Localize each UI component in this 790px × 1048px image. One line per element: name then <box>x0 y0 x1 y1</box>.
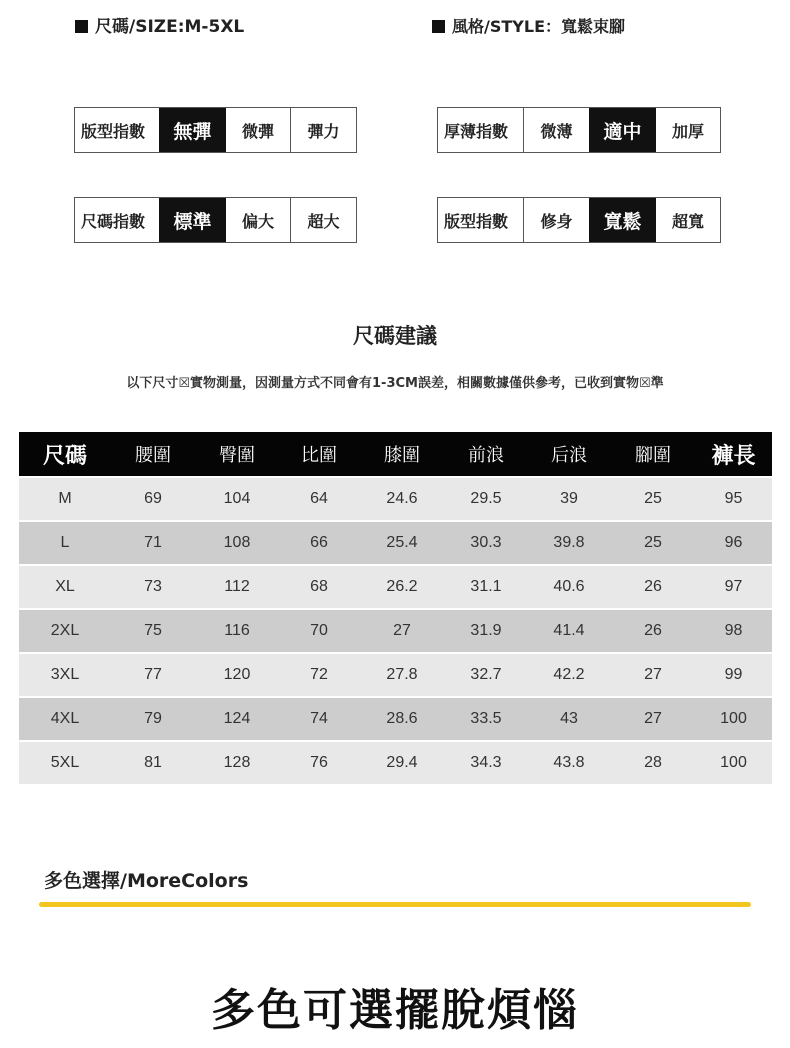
table-row <box>19 522 772 564</box>
table-cell: 39 <box>560 490 578 507</box>
table-cell: 31.1 <box>470 578 502 595</box>
table-cell: 29.5 <box>470 490 502 507</box>
index-option: 超大 <box>307 211 340 231</box>
table-cell: 100 <box>720 710 747 727</box>
table-cell: 26.2 <box>386 578 418 595</box>
fit-index <box>437 197 721 243</box>
column-header: 腳圍 <box>635 445 671 466</box>
table-cell: 77 <box>144 666 162 683</box>
table-cell: M <box>58 490 72 507</box>
size-table <box>19 432 772 784</box>
table-cell: 68 <box>310 578 328 595</box>
square-bullet-icon <box>75 20 88 33</box>
table-cell: 70 <box>310 622 328 639</box>
column-header: 后浪 <box>551 445 587 466</box>
table-cell: 34.3 <box>470 754 502 771</box>
table-cell: 31.9 <box>470 622 502 639</box>
more-colors-label: 多色選擇/MoreColors <box>44 870 249 892</box>
table-cell: 4XL <box>50 710 80 727</box>
table-cell: 66 <box>310 534 328 551</box>
table-cell: 95 <box>724 490 743 507</box>
table-cell: 2XL <box>50 622 80 639</box>
table-cell: 72 <box>310 666 328 683</box>
table-cell: 74 <box>310 710 328 727</box>
table-row <box>19 698 772 740</box>
table-cell: 97 <box>724 578 743 595</box>
table-cell: 27 <box>393 622 411 639</box>
table-cell: 28 <box>644 754 662 771</box>
thickness-index <box>437 107 721 153</box>
table-cell: 124 <box>223 710 251 727</box>
column-header: 褲長 <box>711 443 756 469</box>
table-cell: 3XL <box>50 666 80 683</box>
table-cell: 26 <box>644 622 662 639</box>
column-header: 臀圍 <box>219 445 255 466</box>
table-cell: 27 <box>644 666 662 683</box>
table-cell: 39.8 <box>553 534 585 551</box>
index-option: 適中 <box>589 108 656 152</box>
table-cell: 96 <box>724 534 743 551</box>
table-cell: 30.3 <box>470 534 502 551</box>
square-bullet-icon <box>432 20 445 33</box>
table-row <box>19 566 772 608</box>
table-cell: 112 <box>224 578 250 595</box>
table-cell: 28.6 <box>386 710 418 727</box>
column-header: 比圍 <box>301 445 337 466</box>
table-cell: L <box>60 534 70 551</box>
column-header: 腰圍 <box>135 445 171 466</box>
table-row <box>19 654 772 696</box>
table-cell: 116 <box>224 622 250 639</box>
table-row <box>19 478 772 520</box>
index-option: 無彈 <box>159 108 226 152</box>
index-option: 微薄 <box>540 121 573 141</box>
table-cell: 79 <box>144 710 162 727</box>
table-cell: 98 <box>724 622 743 639</box>
index-label: 版型指數 <box>438 198 524 242</box>
table-cell: 108 <box>223 534 251 551</box>
elasticity-index <box>74 107 357 153</box>
index-option: 寬鬆 <box>589 198 656 242</box>
size-section-title: 尺碼建議 <box>353 324 437 348</box>
table-cell: 120 <box>223 666 251 683</box>
table-cell: XL <box>55 578 75 595</box>
table-cell: 25 <box>644 534 662 551</box>
table-cell: 99 <box>724 666 743 683</box>
table-cell: 5XL <box>50 754 80 771</box>
table-cell: 40.6 <box>553 578 585 595</box>
table-cell: 32.7 <box>470 666 502 683</box>
style-label: 風格/STYLE：寬鬆束腳 <box>432 14 625 37</box>
table-cell: 24.6 <box>386 490 418 507</box>
table-cell: 25.4 <box>386 534 418 551</box>
table-cell: 33.5 <box>470 710 502 727</box>
table-cell: 41.4 <box>553 622 585 639</box>
table-cell: 42.2 <box>553 666 585 683</box>
table-cell: 81 <box>144 754 162 771</box>
table-cell: 128 <box>223 754 251 771</box>
table-cell: 43 <box>560 710 578 727</box>
colors-tagline: 多色可選擺脫煩惱 <box>211 985 579 1036</box>
table-cell: 64 <box>310 490 328 507</box>
table-cell: 100 <box>720 754 747 771</box>
column-header: 膝圍 <box>384 445 420 466</box>
table-cell: 25 <box>644 490 662 507</box>
column-header: 尺碼 <box>42 443 87 469</box>
table-cell: 75 <box>144 622 162 639</box>
index-label: 尺碼指數 <box>81 211 146 231</box>
index-label: 厚薄指數 <box>438 108 524 152</box>
table-row <box>19 742 772 784</box>
size-measure-note: 以下尺寸☒實物測量，因測量方式不同會有1-3CM誤差，相關數據僅供參考，已收到實物☒準 <box>126 376 664 391</box>
table-row <box>19 610 772 652</box>
table-body <box>19 478 772 784</box>
table-cell: 27 <box>644 710 662 727</box>
accent-divider <box>39 902 751 907</box>
index-label: 版型指數 <box>81 121 146 141</box>
index-option: 修身 <box>540 211 573 231</box>
index-option: 偏大 <box>226 198 291 242</box>
index-option: 加厚 <box>671 121 704 141</box>
table-cell: 26 <box>644 578 662 595</box>
table-header <box>19 432 772 476</box>
index-option: 微彈 <box>226 108 291 152</box>
index-option: 標準 <box>159 198 226 242</box>
size-index <box>74 197 357 243</box>
size-range-label: 尺碼/SIZE:M-5XL <box>75 12 244 37</box>
table-cell: 27.8 <box>386 666 418 683</box>
table-cell: 71 <box>144 534 162 551</box>
table-cell: 29.4 <box>386 754 418 771</box>
table-cell: 69 <box>144 490 162 507</box>
table-cell: 76 <box>310 754 328 771</box>
column-header: 前浪 <box>468 445 504 466</box>
table-cell: 73 <box>144 578 162 595</box>
index-option: 彈力 <box>307 121 340 141</box>
table-cell: 43.8 <box>553 754 585 771</box>
index-option: 超寬 <box>671 211 704 231</box>
table-cell: 104 <box>223 490 251 507</box>
